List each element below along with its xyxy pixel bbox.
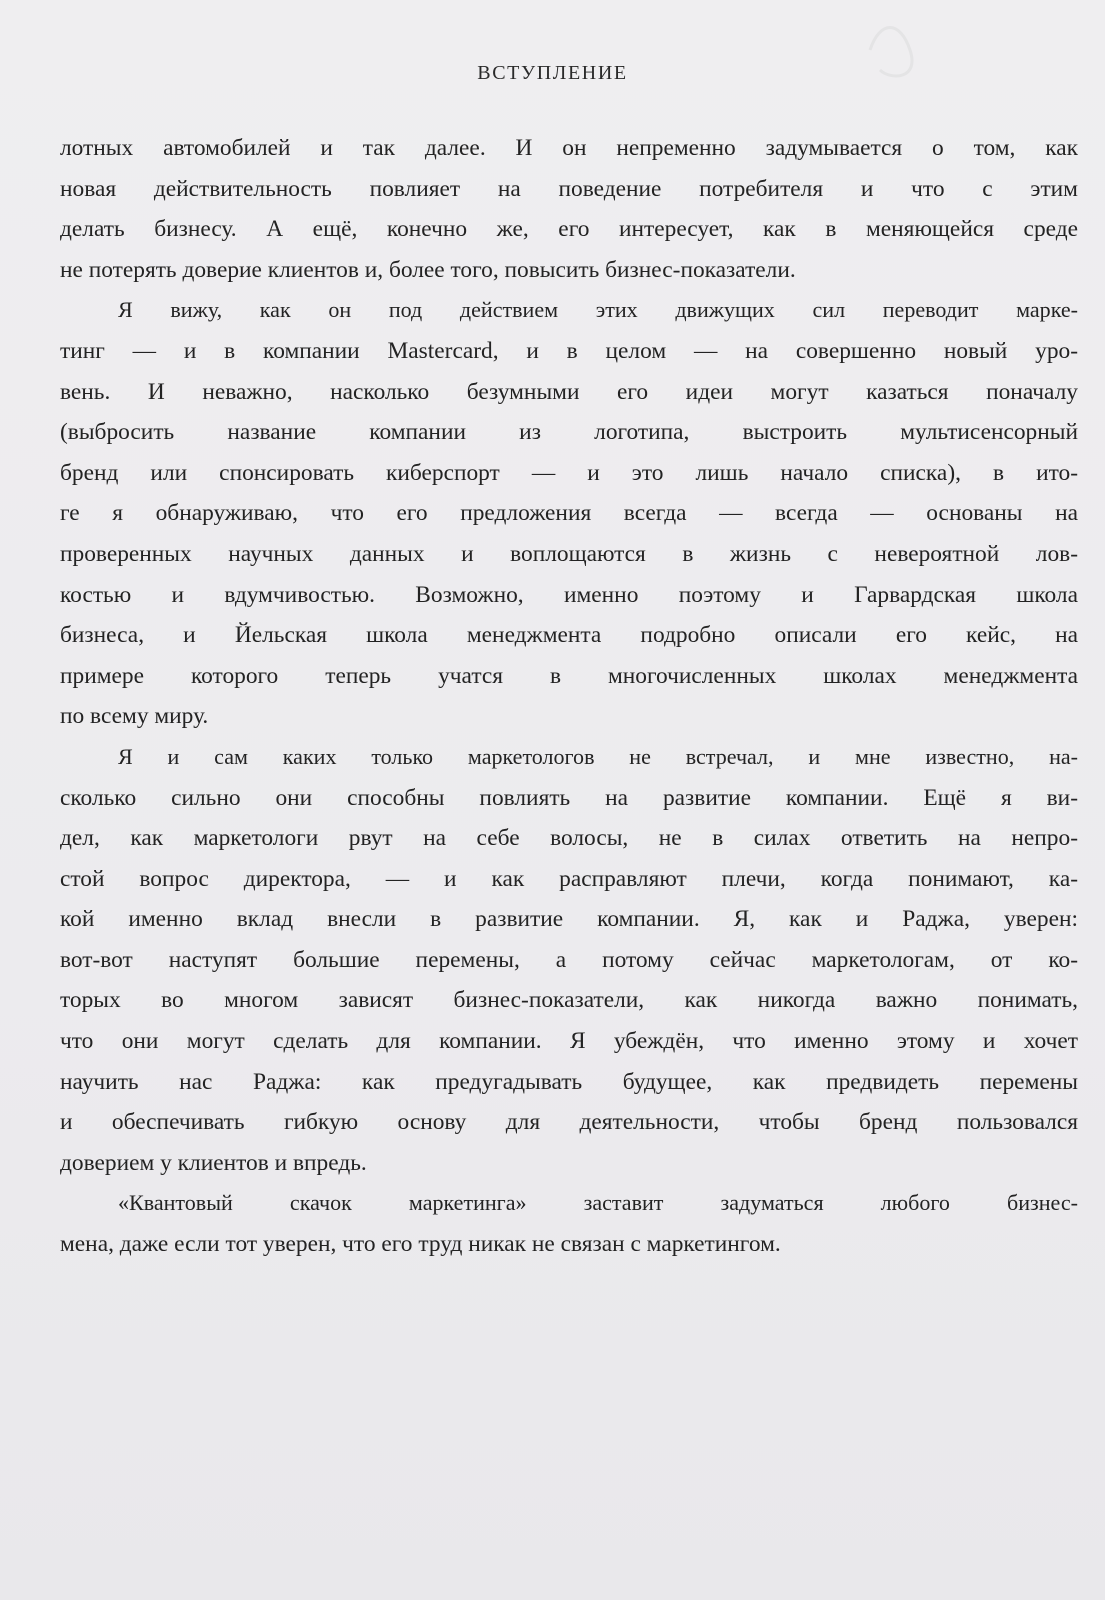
text-line: Я и сам каких только маркетологов не встречал, и мне известно, на- xyxy=(118,743,1078,769)
text-line: костью и вдумчивостью. Возможно, именно поэтому и Гарвардская школа xyxy=(60,581,1078,608)
text-line: бренд или спонсировать киберспорт — и это лишь начало списка), в ито- xyxy=(60,459,1078,486)
text-line: торых во многом зависят бизнес-показатели, как никогда важно понимать, xyxy=(60,987,1078,1014)
text-line: ге я обнаруживаю, что его предложения всегда — всегда — основаны на xyxy=(60,500,1078,527)
text-line: стой вопрос директора, — и как расправляют плечи, когда понимают, ка- xyxy=(60,865,1078,892)
text-line: по всему миру. xyxy=(60,703,209,730)
paragraph-1 xyxy=(60,128,1078,290)
text-line: (выбросить название компании из логотипа, выстроить мультисенсорный xyxy=(60,419,1078,446)
text-line: бизнеса, и Йельская школа менеджмента подробно описали его кейс, на xyxy=(60,622,1078,649)
text-line: что они могут сделать для компании. Я убеждён, что именно этому и хочет xyxy=(60,1028,1078,1055)
paragraph-2 xyxy=(60,290,1078,737)
text-line: вень. И неважно, насколько безумными его идеи могут казаться поначалу xyxy=(60,378,1078,405)
text-line: новая действительность повлияет на поведение потребителя и что с этим xyxy=(60,175,1078,202)
text-line: и обеспечивать гибкую основу для деятельности, чтобы бренд пользовался xyxy=(60,1109,1078,1136)
text-line: проверенных научных данных и воплощаются в жизнь с невероятной лов- xyxy=(60,540,1078,567)
text-line: делать бизнесу. А ещё, конечно же, его интересует, как в меняющейся среде xyxy=(60,216,1078,243)
text-line: Я вижу, как он под действием этих движущих сил переводит марке- xyxy=(118,297,1078,323)
text-line: примере которого теперь учатся в многочисленных школах менеджмента xyxy=(60,662,1078,689)
paragraph-3 xyxy=(60,737,1078,1184)
text-line: дел, как маркетологи рвут на себе волосы, не в силах ответить на непро- xyxy=(60,825,1078,852)
text-line: доверием у клиентов и впредь. xyxy=(60,1149,367,1176)
text-line: тинг — и в компании Mastercard, и в целом — на совершенно новый уро- xyxy=(60,337,1078,364)
text-line: не потерять доверие клиентов и, более того, повысить бизнес-показатели. xyxy=(60,256,796,283)
text-line: кой именно вклад внесли в развитие компании. Я, как и Раджа, уверен: xyxy=(60,906,1078,933)
text-line: научить нас Раджа: как предугадывать будущее, как предвидеть перемены xyxy=(60,1068,1078,1095)
paragraph-4 xyxy=(60,1183,1078,1264)
running-header: ВСТУПЛЕНИЕ xyxy=(477,62,628,84)
body-text xyxy=(60,128,1078,1265)
text-line: сколько сильно они способны повлиять на развитие компании. Ещё я ви- xyxy=(60,784,1078,811)
text-line: «Квантовый скачок маркетинга» заставит задуматься любого бизнес- xyxy=(118,1190,1078,1216)
text-line: мена, даже если тот уверен, что его труд никак не связан с маркетингом. xyxy=(60,1231,781,1258)
text-line: вот-вот наступят большие перемены, а потому сейчас маркетологам, от ко- xyxy=(60,946,1078,973)
text-line: лотных автомобилей и так далее. И он непременно задумывается о том, как xyxy=(60,135,1078,161)
